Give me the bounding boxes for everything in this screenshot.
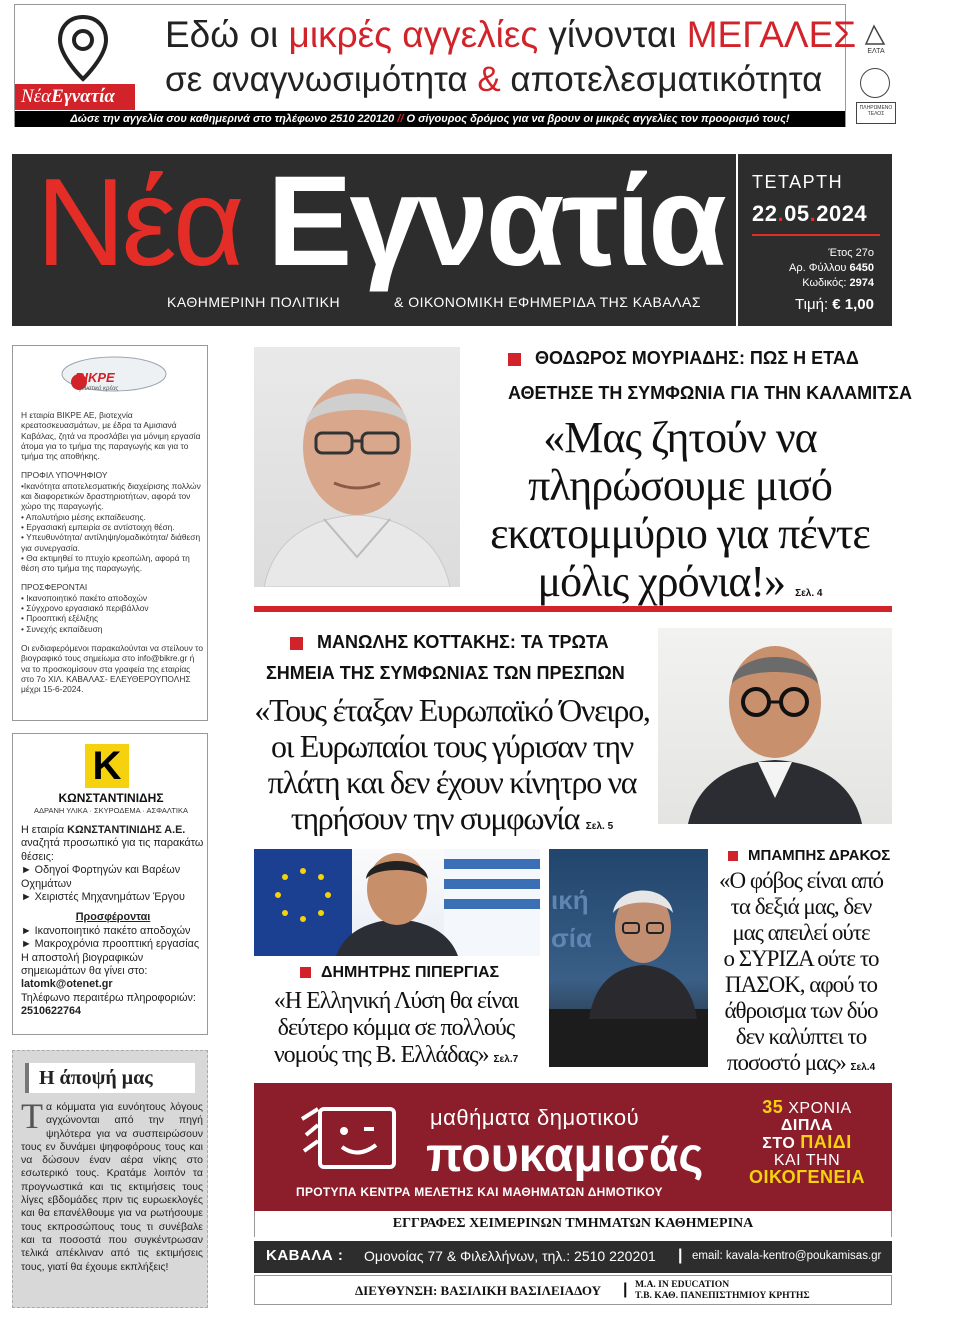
elta-label: ΕΛΤΑ — [867, 48, 885, 55]
story3-bullet — [300, 967, 311, 978]
konst-intro: Η εταιρία ΚΩΝΣΤΑΝΤΙΝΙΔΗΣ Α.Ε. αναζητά προσωπικό για τις παρακάτω θέσεις: — [21, 824, 204, 863]
story1-kicker-2: ΑΘΕΤΗΣΕ ΤΗ ΣΥΜΦΩΝΙΑ ΓΙΑ ΤΗΝ ΚΑΛΑΜΙΤΣΑ — [508, 383, 912, 403]
konstantinidis-text — [21, 824, 205, 1019]
vikre-job-ad — [12, 345, 208, 721]
editorial-box — [12, 1050, 208, 1308]
portrait-man-icon — [254, 347, 460, 587]
pouk-subtitle: ΠΡΟΤΥΠΑ ΚΕΝΤΡΑ ΜΕΛΕΤΗΣ ΚΑΙ ΜΑΘΗΜΑΤΩΝ ΔΗΜΟΤΙΚΟΥ — [296, 1185, 663, 1199]
pouk-director-bar — [254, 1275, 892, 1305]
svg-text:σία: σία — [551, 923, 592, 953]
masthead-subtitle-a: ΚΑΘΗΜΕΡΙΝΗ ΠΟΛΙΤΙΚΗ — [167, 294, 341, 310]
issue-number: Αρ. Φύλλου 6450 — [788, 262, 874, 274]
masthead-egnatia: Εγνατία — [267, 150, 724, 293]
pouk-tagline: μαθήματα δημοτικού — [430, 1105, 640, 1130]
story4-page-ref: Σελ.4 — [850, 1062, 876, 1073]
story1-kicker-1: ΘΟΔΩΡΟΣ ΜΟΥΡΙΑΔΗΣ: ΠΩΣ Η ΕΤΑΔ — [508, 348, 859, 369]
pouk-years-badge: 35 ΧΡΟΝΙΑ ΔΙΠΛΑ ΣΤΟ ΠΑΙΔΙ ΚΑΙ ΤΗΝ ΟΙΚΟΓΕΝΕΙΑ — [748, 1097, 865, 1187]
konstantinidis-logo: K — [85, 744, 129, 788]
vikre-contact: Οι ενδιαφερόμενοι παρακαλούνται να στείλουν το βιογραφικό τους σημείωμα στο info@bikre.gr ή να το προσκομίσουν στα γραφεία της εταιρίας στο 7ο ΧΙΛ. ΚΑΒΑΛΑΣ- ΕΛΕΥΘΕΡΟΥΠΟΛΗΣ μέχρι 15-6-2024. — [21, 642, 203, 695]
drakos-photo — [549, 849, 708, 1067]
masthead — [12, 150, 892, 326]
konst-position-2: ► Χειριστές Μηχανημάτων Έργου — [21, 891, 185, 904]
banner-phone-strip: Δώσε την αγγελία σου καθημερινά στο τηλέφωνο 2510 220120 // Ο σίγουρος δρόμος για να βρουν οι μικρές αγγελίες τον προορισμό τους! — [15, 111, 845, 127]
elta-icon — [860, 22, 890, 48]
konst-contact: Η αποστολή βιογραφικών σημειωμάτων θα γίνει στο: latomk@otenet.gr Τηλέφωνο περαιτέρω πληροφοριών: 2510622764 — [21, 951, 196, 1018]
editorial-body: Τα κόμματα για ευνόητους λόγους αγχώνονται από την πηγή ψηλότερα για να συσπειρώσουν τους εν δυνάμει ψηφοφόρους τους και να δώσουν έναν αέρα νίκης στο εσωτερικό τους. Κρατάμε λοιπόν τα προγνωστικά και τις εκτιμήσεις τους λίγες εβδομάδες πριν τις ευρωεκλογές και θα επανέλθουμε για να ρωτήσουμε τους εκπροσώπους τους τι συνέβαλε και τα ποσοστά που συγκέντρωσαν τελικά απέκλιναν από τις εκτιμήσεις τους, γιατί θα έχουμε εκπλήξεις! — [21, 1096, 203, 1273]
pouk-credentials: M.A. IN EDUCATION Τ.Β. ΚΑΘ. ΠΑΝΕΠΙΣΤΗΜΙΟΥ ΚΡΗΤΗΣ — [635, 1279, 810, 1301]
pipergias-photo — [254, 849, 540, 956]
section-divider — [254, 606, 892, 612]
story2-headline[interactable]: «Τους έταξαν Ευρωπαϊκό Όνειρο, οι Ευρωπαίοι τους γύρισαν την πλάτη και δεν έχουν κίνητρο να τηρήσουν την συμφωνία Σελ. 5 — [254, 692, 650, 836]
vikre-ad-text — [21, 410, 203, 703]
masthead-subtitle-b: & ΟΙΚΟΝΟΜΙΚΗ ΕΦΗΜΕΡΙΔΑ ΤΗΣ ΚΑΒΑΛΑΣ — [394, 294, 701, 310]
kottakis-photo — [658, 628, 892, 824]
konst-offer-1: ► Ικανοποιητικό πακέτο αποδοχών — [21, 924, 191, 937]
konst-position-1: ► Οδηγοί Φορτηγών και Βαρέων Οχημάτων — [21, 864, 181, 890]
portrait-man-glasses-icon — [658, 628, 892, 824]
vikre-logo-text: ΒΙΚΡΕ — [75, 370, 115, 385]
konstantinidis-name: ΚΩΝΣΤΑΝΤΙΝΙΔΗΣ — [58, 791, 164, 805]
mouriadis-photo — [254, 347, 460, 587]
flags-portrait-icon — [254, 849, 540, 956]
story2-page-ref: Σελ. 5 — [585, 821, 614, 832]
story1-page-ref: Σελ. 4 — [795, 588, 823, 599]
banner-headline-2: σε αναγνωσιμότητα & αποτελεσματικότητα — [165, 60, 823, 99]
pouk-director-separator: | — [623, 1281, 628, 1298]
classifieds-banner — [14, 4, 857, 127]
story4-headline[interactable]: «Ο φόβος είναι από τα δεξιά μας, δεν μας απειλεί ούτε ο ΣΥΡΙΖΑ ούτε το ΠΑΣΟΚ, αφού το άθροισμα των δύο δεν καλύπτει το ποσοστό μας» Σελ.4 — [718, 868, 884, 1075]
date-rule — [752, 234, 880, 236]
masthead-nea: Νέα — [36, 154, 241, 292]
story2-kicker-1: ΜΑΝΩΛΗΣ ΚΟΤΤΑΚΗΣ: ΤΑ ΤΡΩΤΑ — [290, 632, 609, 653]
issue-year: Έτος 27ο — [828, 247, 874, 259]
pouk-registration: ΕΓΓΡΑΦΕΣ ΧΕΙΜΕΡΙΝΩΝ ΤΜΗΜΑΤΩΝ ΚΑΘΗΜΕΡΙΝΑ — [254, 1211, 892, 1237]
story3-kicker: ΔΗΜΗΤΡΗΣ ΠΙΠΕΡΓΙΑΣ — [300, 964, 499, 982]
circle-seal — [860, 68, 890, 98]
location-pin-icon — [55, 13, 111, 85]
story3-page-ref: Σελ.7 — [493, 1054, 519, 1065]
story2-bullet — [290, 637, 303, 650]
story4-kicker: ΜΠΑΜΠΗΣ ΔΡΑΚΟΣ — [728, 847, 890, 864]
issue-info-panel — [736, 154, 892, 326]
banner-headline-1: Εδώ οι μικρές αγγελίες γίνονται ΜΕΓΑΛΕΣ — [165, 14, 857, 55]
pouk-separator: | — [678, 1247, 683, 1264]
issue-day: ΤΕΤΑΡΤΗ — [752, 172, 844, 192]
paid-postage-box: ΠΛΗΡΩΜΕΝΟ ΤΕΛΟΣ — [856, 102, 896, 124]
vikre-intro: Η εταιρία ΒΙΚΡΕ ΑΕ, βιοτεχνία κρεατοσκευασμάτων, με έδρα τα Αμισιανά Καβάλας, ζητά να προσλάβει για μόνιμη εργασία άτομα για το τμήμα της παραγωγής και για το τμήμα της αποθήκης. — [21, 410, 201, 462]
story1-headline[interactable]: «Μας ζητούν να πληρώσουμε μισό εκατομμύριο για πέντε μόλις χρόνια!» Σελ. 4 — [490, 413, 870, 606]
vikre-profile: ΠΡΟΦΙΛ ΥΠΟΨΗΦΙΟΥ •Ικανότητα αποτελεσματικής διαχείρισης πολλών και διαφορετικών δραστηριοτήτων, αφορά τον χώρο της παραγωγής. • Απολυτήριο μέσης εκπαίδευσης. • Εργασιακή εμπειρία σε αντίστοιχη θέση. • Υπευθυνότητα/ αντίληψη/ομαδικότητα/ διάθεση για συνεργασία. • Θα εκτιμηθεί το πτυχίο κρεοπώλη, αφορά τη θέση στο τμήμα της παραγωγής. — [21, 470, 201, 574]
pouk-city: ΚΑΒΑΛΑ : — [266, 1247, 344, 1264]
pouk-brand: πουκαμισάς — [426, 1129, 704, 1182]
poukamisas-ad — [254, 1083, 892, 1211]
pouk-address-bar — [254, 1241, 892, 1273]
story4-bullet — [728, 851, 738, 861]
pouk-address: Ομονοίας 77 & Φιλελλήνων, τηλ.: 2510 220201 — [364, 1248, 656, 1264]
issue-date: 22.05.2024 — [752, 201, 868, 226]
issue-code: Κωδικός: 2974 — [802, 277, 874, 289]
story3-headline[interactable]: «Η Ελληνική Λύση θα είναι δεύτερο κόμμα σε πολλούς νομούς της Β. Ελλάδας» Σελ.7 — [273, 988, 519, 1068]
editorial-title: Η άποψή μας — [25, 1063, 195, 1093]
editorial-dropcap: Τ — [21, 1096, 43, 1136]
konstantinidis-tagline: ΑΔΡΑΝΗ ΥΛΙΚΑ · ΣΚΥΡΟΔΕΜΑ · ΑΣΦΑΛΤΙΚΑ — [34, 806, 188, 815]
postage-stamps — [852, 4, 898, 127]
story1-bullet — [508, 353, 521, 366]
konstantinidis-job-ad — [12, 733, 208, 1035]
vikre-offers: ΠΡΟΣΦΕΡΟΝΤΑΙ • Ικανοποιητικό πακέτο αποδοχών • Σύγχρονο εργασιακό περιβάλλον • Προοπτική εξέλιξης • Συνεχής εκπαίδευση — [21, 582, 149, 634]
pouk-email[interactable]: email: kavala-kentro@poukamisas.gr — [692, 1250, 882, 1262]
smiley-board-icon — [300, 1097, 400, 1175]
elta-stamp — [860, 22, 890, 48]
story2-kicker-2: ΣΗΜΕΙΑ ΤΗΣ ΣΥΜΦΩΝΙΑΣ ΤΩΝ ΠΡΕΣΠΩΝ — [266, 663, 625, 683]
konst-offers-heading: Προσφέρονται — [75, 911, 151, 924]
pouk-director: ΔΙΕΥΘΥΝΣΗ: ΒΑΣΙΛΙΚΗ ΒΑΣΙΛΕΙΑΔΟΥ — [355, 1283, 602, 1298]
vikre-logo-sub: γευστικό κρέας — [79, 386, 119, 392]
svg-text:ική: ική — [551, 885, 589, 915]
banner-brand-tag: ΝέαΕγνατία — [15, 84, 135, 110]
speaker-podium-icon — [549, 849, 708, 1067]
issue-price: Τιμή: € 1,00 — [795, 296, 874, 313]
konst-offer-2: ► Μακροχρόνια προοπτική εργασίας — [21, 938, 200, 951]
